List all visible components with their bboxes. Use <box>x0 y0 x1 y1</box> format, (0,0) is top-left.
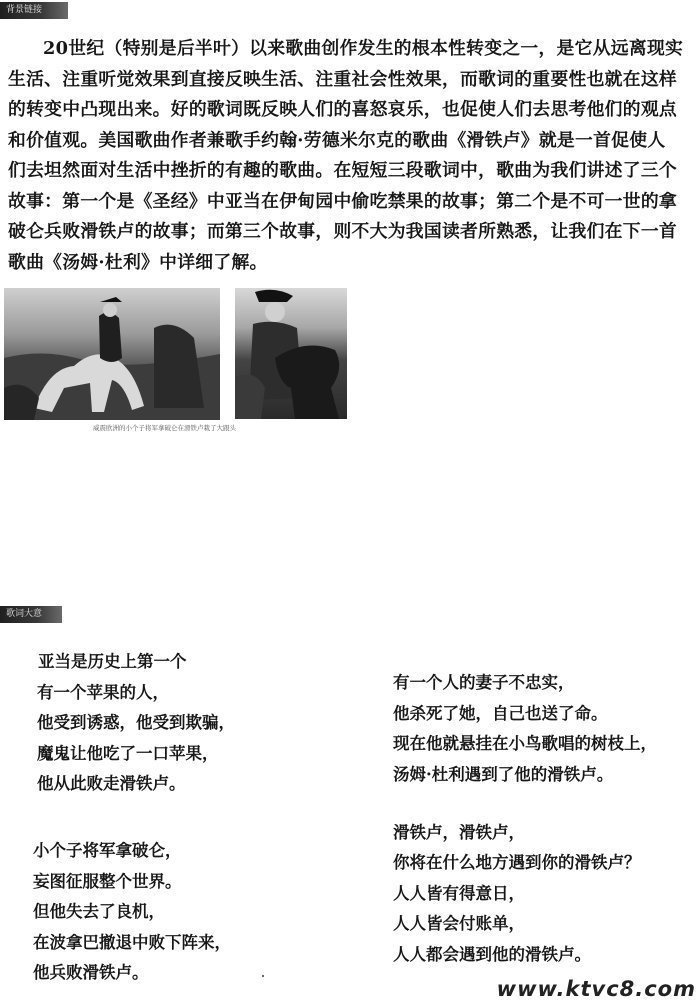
lyric-line: 他从此败走滑铁卢。 <box>37 774 186 794</box>
lyric-line: 人人皆会付账单， <box>393 914 525 934</box>
section-tag-label: 背景链接 <box>6 5 43 15</box>
photo-caption: 威震欧洲的小个子将军拿破仑在滑铁卢栽了大跟头 <box>93 424 236 432</box>
lyric-line: 亚当是历史上第一个 <box>38 652 187 671</box>
site-watermark: www.ktvc8.com <box>496 977 696 1001</box>
intro-line: 破仑兵败滑铁卢的故事；而第三个故事，则不大为我国读者所熟悉，让我们在下一首 <box>8 221 678 242</box>
lyric-line: 妄图征服整个世界。 <box>33 871 182 891</box>
napoleon-painting-right <box>235 288 347 419</box>
scan-speck <box>262 975 264 977</box>
section-tag-lyrics <box>0 606 62 623</box>
lyric-line: 在波拿巴撤退中败下阵来， <box>33 932 231 952</box>
intro-line: 和价值观。美国歌曲作者兼歌手约翰·劳德米尔克的歌曲《滑铁卢》就是一首促使人 <box>8 129 666 151</box>
lyric-line: 你将在什么地方遇到你的滑铁卢？ <box>393 853 641 873</box>
lyrics-chorus <box>393 818 641 970</box>
lyric-line: 有一个人的妻子不忠实， <box>393 673 575 692</box>
lyric-line: 人人皆有得意日， <box>393 883 525 903</box>
lyric-line: 人人都会遇到他的滑铁卢。 <box>393 944 591 964</box>
section-tag-label: 歌词大意 <box>6 609 43 619</box>
intro-line: 歌曲《汤姆·杜利》中详细了解。 <box>8 251 268 273</box>
lyric-line: 小个子将军拿破仑， <box>33 841 182 860</box>
lyric-line: 汤姆·杜利遇到了他的滑铁卢。 <box>393 764 614 784</box>
lyric-line: 他受到诱惑，他受到欺骗， <box>37 713 235 733</box>
section-tag-background <box>0 2 68 19</box>
intro-line: 生活、注重听觉效果到直接反映生活、注重社会性效果，而歌词的重要性也就在这样 <box>8 68 678 90</box>
lyric-line: 有一个苹果的人， <box>37 682 169 702</box>
intro-paragraph <box>8 34 694 278</box>
lyrics-stanza-napoleon <box>33 836 231 989</box>
lyric-line: 现在他就悬挂在小鸟歌唱的树枝上， <box>393 734 657 754</box>
intro-line: 的转变中凸现出来。好的歌词既反映人们的喜怒哀乐，也促使人们去思考他们的观点 <box>8 99 678 120</box>
intro-line: 故事：第一个是《圣经》中亚当在伊甸园中偷吃禁果的故事；第二个是不可一世的拿 <box>8 190 678 212</box>
intro-line: 们去坦然面对生活中挫折的有趣的歌曲。在短短三段歌词中，歌曲为我们讲述了三个 <box>8 160 678 181</box>
lyric-line: 他杀死了她，自己也送了命。 <box>393 703 608 723</box>
lyric-line: 滑铁卢，滑铁卢， <box>393 823 525 842</box>
napoleon-painting-left <box>4 288 220 420</box>
lyrics-stanza-tom-dooley <box>393 668 657 790</box>
lyric-line: 但他失去了良机， <box>33 902 165 922</box>
lyric-line: 魔鬼让他吃了一口苹果， <box>37 743 219 763</box>
lyrics-stanza-adam <box>37 647 235 800</box>
lyric-line: 他兵败滑铁卢。 <box>33 963 149 983</box>
intro-line: 20世纪（特别是后半叶）以来歌曲创作发生的根本性转变之一，是它从远离现实 <box>43 38 684 59</box>
